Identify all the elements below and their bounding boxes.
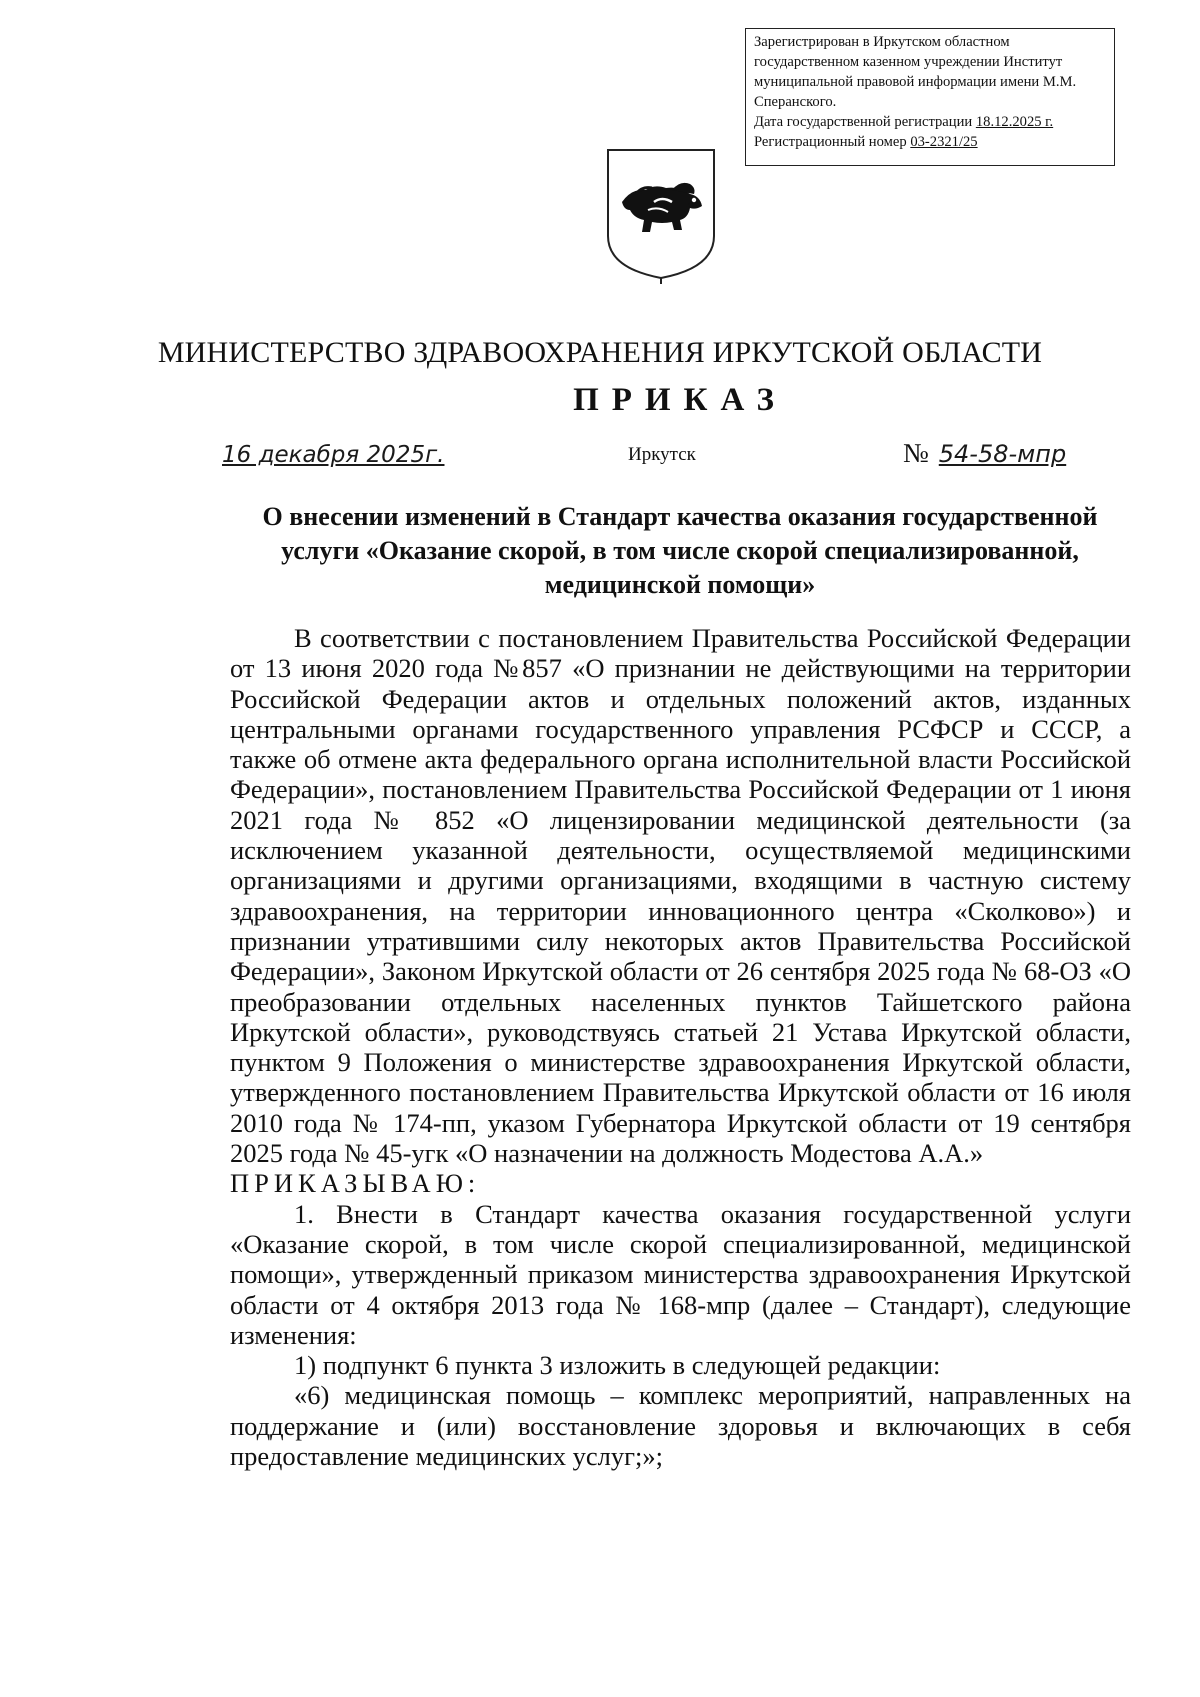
document-number-row <box>903 438 1066 469</box>
number-sign: № <box>903 438 929 468</box>
document-body <box>230 623 1131 1471</box>
registration-line-2: государственном казенном учреждении Институт <box>754 54 1063 70</box>
registration-date-row <box>754 112 1114 132</box>
handwritten-date: 16 декабря 2025г. <box>222 442 445 468</box>
orders-word: ПРИКАЗЫВАЮ: <box>230 1168 481 1199</box>
registration-number-row <box>754 132 1114 152</box>
coat-of-arms-icon <box>602 144 720 286</box>
registration-number-value: 03-2321/25 <box>910 134 978 150</box>
registration-stamp <box>745 28 1115 166</box>
registration-date-value: 18.12.2025 г. <box>975 114 1054 130</box>
handwritten-number: 54-58-мпр <box>938 440 1067 468</box>
registration-number-label: Регистрационный номер <box>754 134 907 150</box>
city: Иркутск <box>628 444 696 465</box>
subitem-1-paragraph: 1) подпункт 6 пункта 3 изложить в следующей редакции: <box>294 1350 941 1381</box>
registration-line-3: муниципальной правовой информации имени М.М. <box>754 74 1077 90</box>
registration-date-label: Дата государственной регистрации <box>754 114 973 130</box>
document-subject: О внесении изменений в Стандарт качества оказания государственной услуги «Оказание скорой, в том числе скорой специализированной, медицинской помощи» <box>262 502 1098 599</box>
registration-line-4: Сперанского. <box>754 94 837 110</box>
preamble-paragraph: В соответствии с постановлением Правительства Российской Федерации от 13 июня 2020 года №857 «О признании не действующими на территории Российской Федерации актов и отдельных положений актов, изданных центральными органами государственного управления РСФСР и СССР, а также об отмене акта федерального органа исполнительной власти Российской Федерации», постановлением Правительства Российской Федерации от 1 июня 2021 года № 852 «О лицензировании медицинской деятельности (за исключением указанной деятельности, осуществляемой медицинскими организациями и другими организациями, входящими в частную систему здравоохранения, на территории инновационного центра «Сколково») и признании утратившими силу некоторых актов Правительства Российской Федерации», Законом Иркутской области от 26 сентября 2025 года № 68-ОЗ «О преобразовании отдельных населенных пунктов Тайшетского района Иркутской области», руководствуясь статьей 21 Устава Иркутской области, пунктом 9 Положения о министерстве здравоохранения Иркутской области, утвержденного постановлением Правительства Иркутской области от 16 июля 2010 года № 174-пп, указом Губернатора Иркутской области от 19 сентября 2025 года № 45-угк «О назначении на должность Модестова А.А.» <box>230 623 1131 1169</box>
item-1-paragraph: 1. Внести в Стандарт качества оказания государственной услуги «Оказание скорой, в том числе скорой специализированной, медицинской помощи», утвержденный приказом министерства здравоохранения Иркутской области от 4 октября 2013 года № 168-мпр (далее – Стандарт), следующие изменения: <box>230 1198 1131 1350</box>
ministry-name: МИНИСТЕРСТВО ЗДРАВООХРАНЕНИЯ ИРКУТСКОЙ ОБЛАСТИ <box>157 336 1043 369</box>
registration-line-1: Зарегистрирован в Иркутском областном <box>754 34 1010 50</box>
quoted-definition-paragraph: «6) медицинская помощь – комплекс мероприятий, направленных на поддержание и (или) восстановление здоровья и включающих в себя предоставление медицинских услуг;»; <box>230 1380 1131 1472</box>
document-type: ПРИКАЗ <box>573 382 787 418</box>
